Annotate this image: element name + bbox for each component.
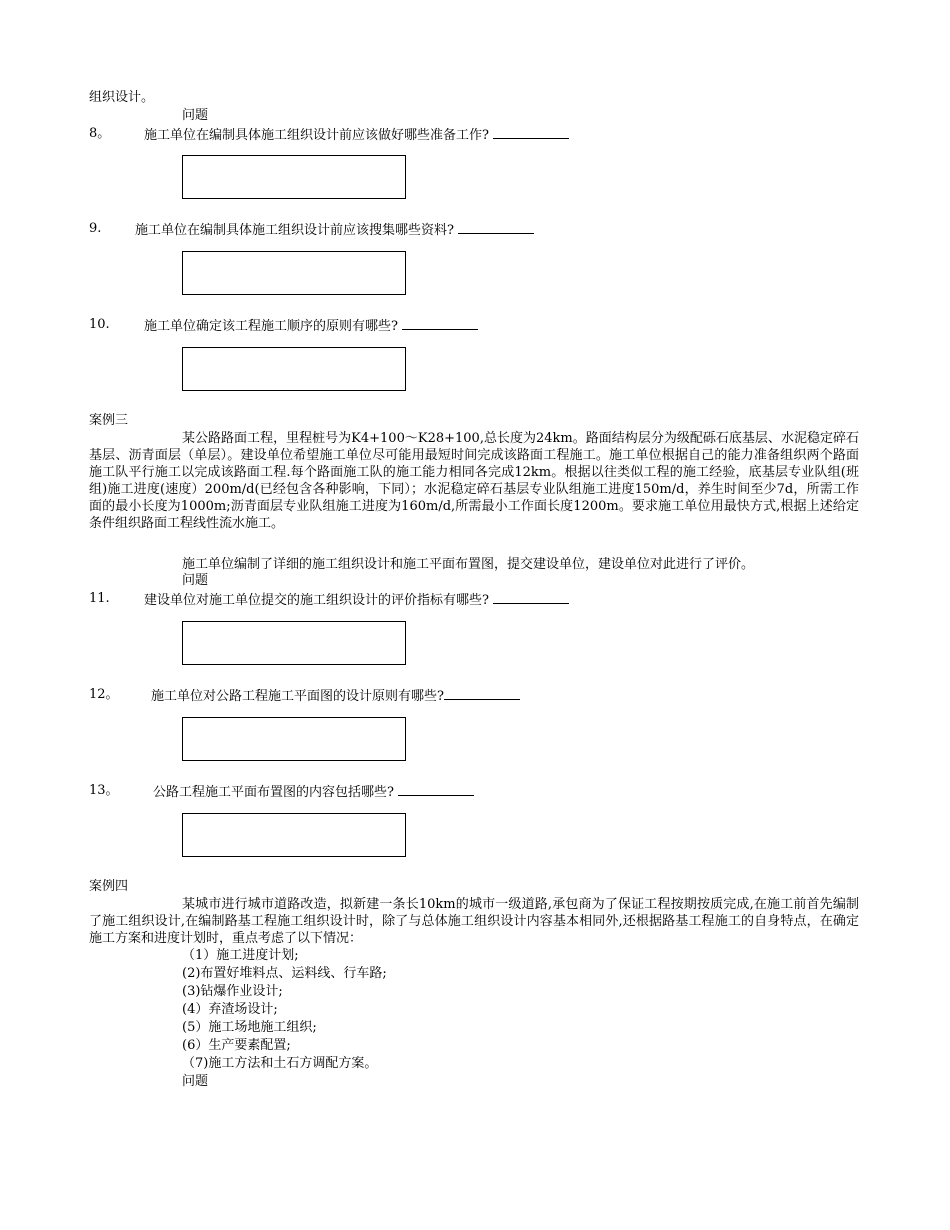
case4-paragraph-1: 某城市进行城市道路改造，拟新建一条长10km的城市一级道路,承包商为了保证工程按期按质完成,在施工前首先编制了施工组织设计,在编制路基工程施工组织设计时，除了与总体施工组织设计内容基本相同外,还根据路基工程施工的自身特点，在确定施工方案和进度计划时，重点考虑了以下情况：: [89, 897, 859, 946]
question-number-11: 11.: [89, 591, 110, 606]
case4-item-7: （7)施工方法和土石方调配方案。: [182, 1056, 378, 1071]
answer-blank-10: [402, 317, 478, 330]
answer-box-9[interactable]: [182, 251, 406, 295]
answer-box-11[interactable]: [182, 621, 406, 665]
case4-item-1: （1）施工进度计划;: [182, 948, 299, 963]
answer-blank-12: [444, 687, 520, 700]
question-12-label: 施工单位对公路工程施工平面图的设计原则有哪些?: [151, 689, 444, 704]
question-11-text: [144, 591, 569, 609]
question-9-label: 施工单位在编制具体施工组织设计前应该搜集哪些资料?: [135, 223, 454, 238]
case3-title: 案例三: [89, 413, 129, 428]
answer-box-10[interactable]: [182, 347, 406, 391]
answer-box-12[interactable]: [182, 717, 406, 761]
question-12-text: [151, 687, 520, 705]
question-13-label: 公路工程施工平面布置图的内容包括哪些?: [153, 785, 394, 800]
question-8-label: 施工单位在编制具体施工组织设计前应该做好哪些准备工作?: [144, 128, 489, 143]
answer-box-8[interactable]: [182, 155, 406, 199]
case4-item-5: (5）施工场地施工组织;: [182, 1020, 317, 1035]
question-number-9: 9.: [89, 221, 102, 236]
answer-box-13[interactable]: [182, 813, 406, 857]
case3-paragraph-1: 某公路路面工程，里程桩号为K4+100～K28+100,总长度为24km。路面结构层分为级配砾石底基层、水泥稳定碎石基层、沥青面层（单层）。建设单位希望施工单位尽可能用最短时间完成该路面工程施工。施工单位根据自己的能力准备组织两个路面施工队平行施工以完成该路面工程.每个路面施工队的施工能力相同各完成12km。根据以往类似工程的施工经验，底基层专业队组(班组)施工进度(速度）200m/d(已经包含各种影响，下同）；水泥稳定碎石基层专业队组施工进度150m/d，养生时间至少7d，所需工作面的最小长度为1000m;沥青面层专业队组施工进度为160m/d,所需最小工作面长度1200m。要求施工单位用最快方式,根据上述给定条件组织路面工程线性流水施工。: [89, 431, 859, 531]
case4-item-3: (3)钻爆作业设计;: [182, 984, 283, 999]
question-number-12: 12。: [89, 687, 119, 702]
answer-blank-9: [458, 221, 534, 234]
question-9-text: [135, 221, 534, 239]
answer-blank-11: [493, 591, 569, 604]
case4-item-2: (2)布置好堆料点、运料线、行车路;: [182, 966, 387, 981]
case3-question-label: 问题: [182, 573, 209, 588]
top-fragment-text: 组织设计。: [89, 90, 155, 105]
question-number-8: 8。: [89, 126, 111, 141]
question-10-label: 施工单位确定该工程施工顺序的原则有哪些?: [144, 319, 398, 334]
case4-question-label: 问题: [182, 1074, 209, 1089]
question-8-text: [144, 126, 569, 144]
question-13-text: [153, 783, 474, 801]
question-10-text: [144, 317, 478, 335]
case3-paragraph-2: 施工单位编制了详细的施工组织设计和施工平面布置图，提交建设单位，建设单位对此进行了评价。: [182, 557, 755, 572]
answer-blank-8: [493, 126, 569, 139]
question-number-13: 13。: [89, 783, 119, 798]
case4-title: 案例四: [89, 879, 129, 894]
answer-blank-13: [398, 783, 474, 796]
case4-item-6: (6）生产要素配置;: [182, 1038, 291, 1053]
question-number-10: 10.: [89, 317, 110, 332]
question-11-label: 建设单位对施工单位提交的施工组织设计的评价指标有哪些?: [144, 593, 489, 608]
question-label: 问题: [182, 108, 209, 123]
case4-item-4: (4）弃渣场设计;: [182, 1002, 278, 1017]
